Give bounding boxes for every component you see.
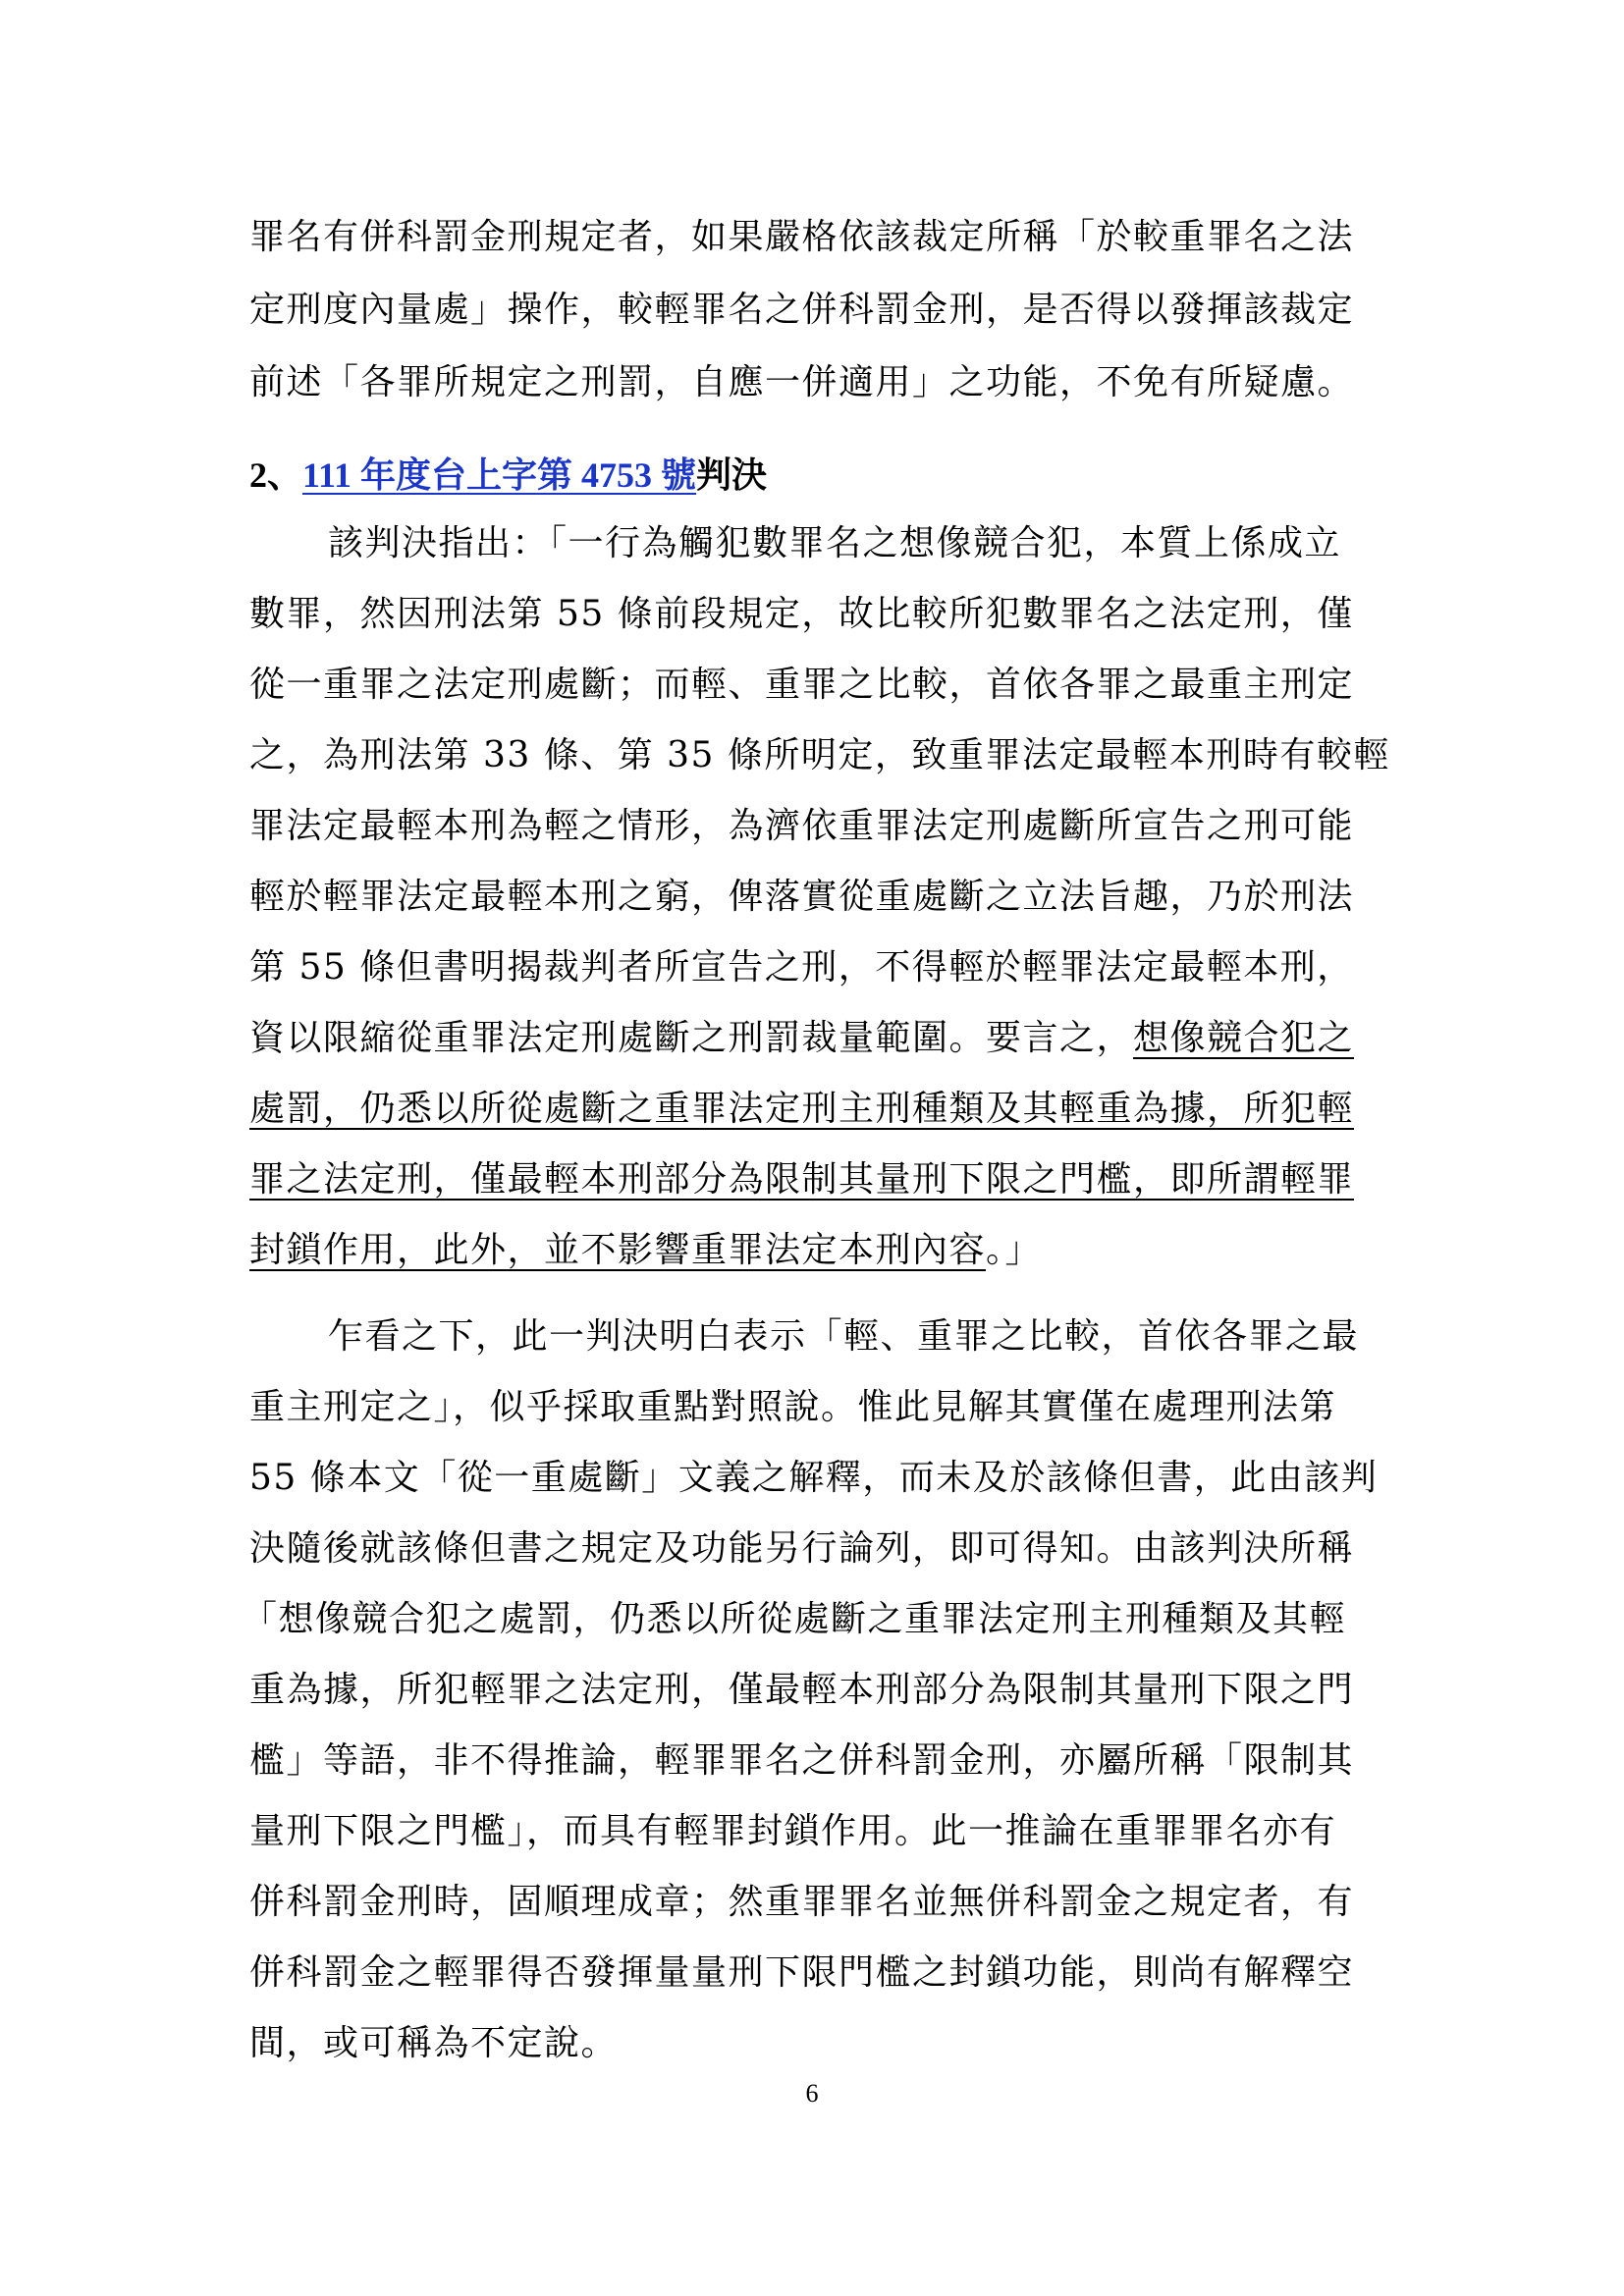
text-line: 重為據，所犯輕罪之法定刑，僅最輕本刑部分為限制其量刑下限之門	[249, 1670, 1355, 1710]
text-line: 從一重罪之法定刑處斷；而輕、重罪之比較，首依各罪之最重主刑定	[249, 665, 1355, 705]
text-line: 55 條本文「從一重處斷」文義之解釋，而未及於該條但書，此由該判	[249, 1458, 1379, 1498]
text-line: 重主刑定之」，似乎採取重點對照說。惟此見解其實僅在處理刑法第	[249, 1387, 1337, 1427]
text-line: 罪法定最輕本刑為輕之情形，為濟依重罪法定刑處斷所宣告之刑可能	[249, 806, 1355, 846]
text-line: 罪名有併科罰金刑規定者，如果嚴格依該裁定所稱「於較重罪名之法	[249, 217, 1355, 257]
underlined-text: 罪之法定刑，僅最輕本刑部分為限制其量刑下限之門檻，即所謂輕罪	[249, 1159, 1355, 1200]
text-line: 第 55 條但書明揭裁判者所宣告之刑，不得輕於輕罪法定最輕本刑，	[249, 947, 1354, 988]
page-number: 6	[805, 2079, 819, 2108]
text-line: 量刑下限之門檻」，而具有輕罪封鎖作用。此一推論在重罪罪名亦有	[249, 1811, 1337, 1851]
heading-suffix: 判決	[696, 455, 768, 495]
text-line: 併科罰金刑時，固順理成章；然重罪罪名並無併科罰金之規定者，有	[249, 1882, 1355, 1922]
text-line: 該判決指出：「一行為觸犯數罪名之想像競合犯，本質上係成立	[328, 523, 1342, 563]
text-segment: 。」	[986, 1230, 1043, 1270]
section-heading	[249, 444, 767, 507]
text-line: 數罪，然因刑法第 55 條前段規定，故比較所犯數罪名之法定刑，僅	[249, 594, 1354, 634]
text-line: 前述「各罪所規定之刑罰，自應一併適用」之功能，不免有所疑慮。	[249, 362, 1355, 402]
underlined-text: 想像競合犯之	[1133, 1018, 1355, 1058]
judgment-link[interactable]: 111 年度台上字第 4753 號	[302, 455, 697, 495]
text-line: 輕於輕罪法定最輕本刑之窮，俾落實從重處斷之立法旨趣，乃於刑法	[249, 877, 1355, 917]
text-segment: 資以限縮從重罪法定刑處斷之刑罰裁量範圍。要言之，	[249, 1018, 1134, 1058]
text-line	[249, 1074, 1388, 1145]
heading-number: 2、	[249, 455, 303, 495]
text-line: 併科罰金之輕罪得否發揮量量刑下限門檻之封鎖功能，則尚有解釋空	[249, 1952, 1355, 1993]
text-line: 之，為刑法第 33 條、第 35 條所明定，致重罪法定最輕本刑時有較輕	[249, 735, 1390, 775]
underlined-text: 處罰，仍悉以所從處斷之重罪法定刑主刑種類及其輕重為據，所犯輕	[249, 1089, 1355, 1129]
text-line: 「想像競合犯之處罰，仍悉以所從處斷之重罪法定刑主刑種類及其輕	[242, 1599, 1347, 1639]
text-line: 乍看之下，此一判決明白表示「輕、重罪之比較，首依各罪之最	[328, 1316, 1360, 1357]
text-line: 決隨後就該條但書之規定及功能另行論列，即可得知。由該判決所稱	[249, 1528, 1355, 1569]
text-line	[249, 1003, 1388, 1074]
text-line: 檻」等語，非不得推論，輕罪罪名之併科罰金刑，亦屬所稱「限制其	[249, 1740, 1355, 1781]
underlined-text: 封鎖作用，此外，並不影響重罪法定本刑內容	[249, 1230, 987, 1270]
text-line: 間，或可稱為不定說。	[249, 2023, 619, 2063]
text-line: 定刑度內量處」操作，較輕罪名之併科罰金刑，是否得以發揮該裁定	[249, 290, 1355, 330]
text-line	[249, 1215, 1388, 1286]
text-line	[249, 1145, 1388, 1215]
